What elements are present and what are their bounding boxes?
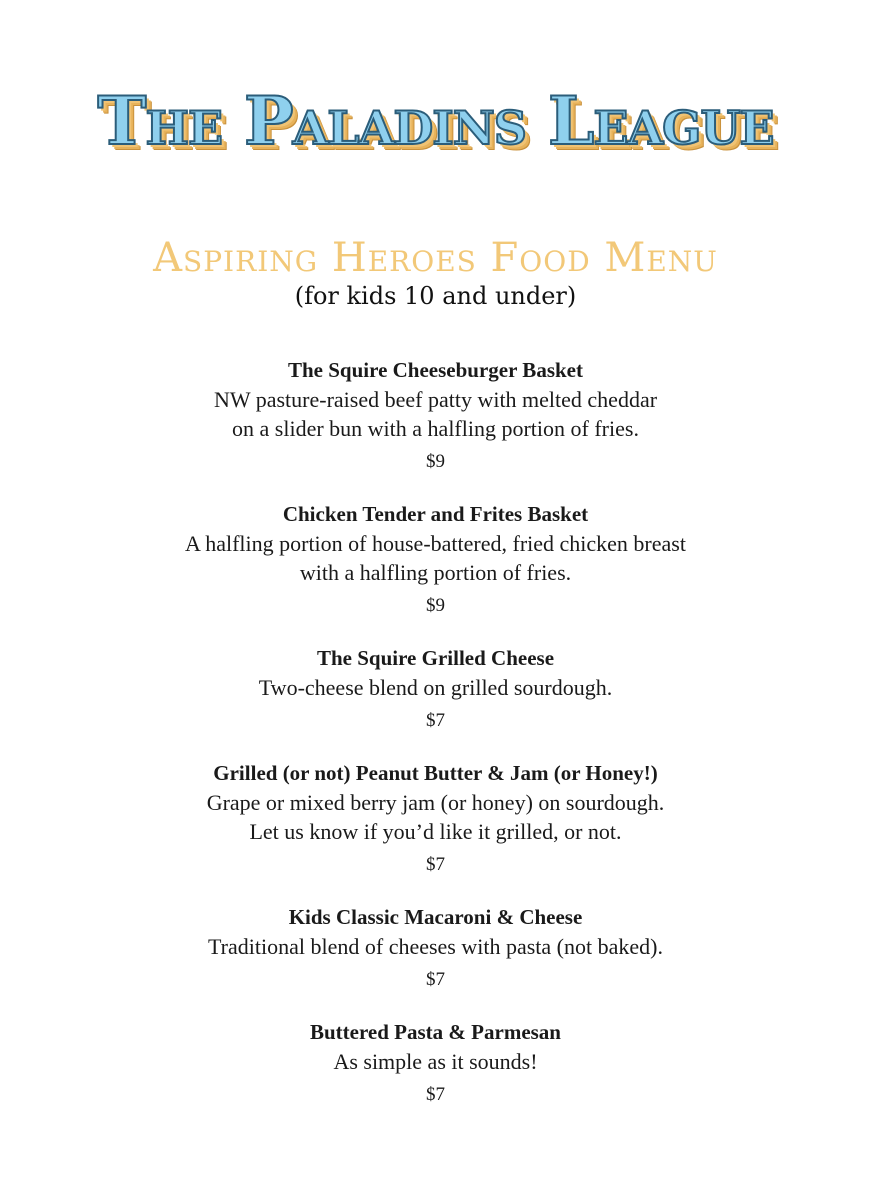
menu-item-price: $9	[426, 451, 445, 472]
menu-item-description-line: NW pasture-raised beef patty with melted cheddar	[213, 387, 658, 412]
menu-item-description	[0, 529, 871, 587]
menu-item-description-line: As simple as it sounds!	[333, 1049, 538, 1074]
menu-item	[0, 356, 871, 476]
menu-item-description-line: Two-cheese blend on grilled sourdough.	[258, 675, 613, 700]
menu-item-name: The Squire Grilled Cheese	[316, 646, 555, 670]
menu-list	[0, 356, 871, 1133]
menu-item	[0, 1018, 871, 1109]
menu-item-description-line: Traditional blend of cheeses with pasta (not baked).	[208, 934, 663, 959]
restaurant-logo: The Paladins League	[97, 82, 774, 160]
menu-item	[0, 759, 871, 879]
menu-item	[0, 903, 871, 994]
menu-item-price: $7	[426, 969, 445, 990]
menu-item-name: Buttered Pasta & Parmesan	[310, 1020, 561, 1044]
menu-item-description	[0, 1047, 871, 1076]
menu-item-description-line: with a halfling portion of fries.	[299, 560, 572, 585]
menu-item-price: $7	[426, 854, 445, 875]
menu-item-name: The Squire Cheeseburger Basket	[288, 358, 583, 382]
menu-item-price: $7	[426, 1084, 445, 1105]
menu-item-price: $7	[426, 710, 445, 731]
age-note: (for kids 10 and under)	[294, 282, 577, 310]
menu-item-name: Kids Classic Macaroni & Cheese	[288, 905, 583, 929]
menu-item-description	[0, 385, 871, 443]
menu-item-price: $9	[426, 595, 445, 616]
menu-item-description	[0, 673, 871, 702]
menu-item	[0, 500, 871, 620]
menu-title: Aspiring Heroes Food Menu	[153, 235, 718, 281]
menu-item-name: Chicken Tender and Frites Basket	[282, 502, 589, 526]
menu-item-description	[0, 932, 871, 961]
menu-item-description-line: on a slider bun with a halfling portion of fries.	[232, 416, 639, 441]
menu-item-description	[0, 788, 871, 846]
menu-item	[0, 644, 871, 735]
menu-item-description-line: Let us know if you’d like it grilled, or not.	[249, 819, 622, 844]
menu-item-description-line: Grape or mixed berry jam (or honey) on sourdough.	[206, 790, 665, 815]
menu-item-name: Grilled (or not) Peanut Butter & Jam (or Honey!)	[213, 761, 658, 785]
menu-item-description-line: A halfling portion of house-battered, fried chicken breast	[185, 531, 686, 556]
